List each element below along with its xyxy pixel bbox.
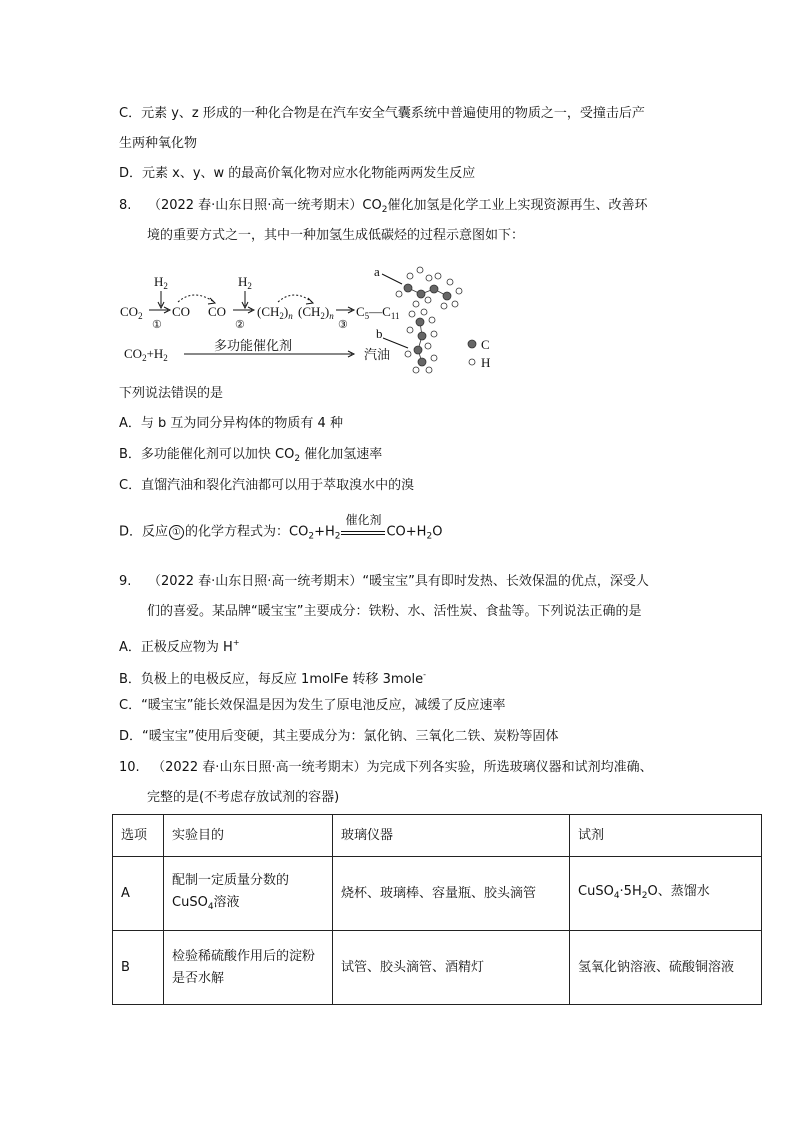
q8-stem-line1: 8. （2022 春·山东日照·高一统考期末）$CO_2$催化加氢是化学工业上实现资源再生、改善环 xyxy=(119,198,648,215)
step-2-label: ② xyxy=(235,319,245,331)
q8-stem-line2: 境的重要方式之一，其中一种加氢生成低碳烃的过程示意图如下： xyxy=(147,228,525,243)
ch2n-2: $(CH_2)_n$ xyxy=(298,304,334,321)
header-reagent: 试剂 xyxy=(570,815,762,857)
q8-question: 下列说法错误的是 xyxy=(119,386,224,401)
header-glassware: 玻璃仪器 xyxy=(333,815,570,857)
step-1-label: ① xyxy=(152,319,162,331)
step-3-label: ③ xyxy=(338,319,348,331)
co-2: CO xyxy=(208,304,227,319)
q8-source: （2022 春·山东日照·高一统考期末） xyxy=(147,198,363,213)
row-b-option: B xyxy=(113,931,164,1005)
header-purpose: 实验目的 xyxy=(164,815,333,857)
header-option: 选项 xyxy=(113,815,164,857)
row-b-purpose: 检验稀硫酸作用后的淀粉 是否水解 xyxy=(164,931,333,1005)
q9-option-c: C．“暖宝宝”能长效保温是因为发生了原电池反应，减缓了反应速率 xyxy=(119,698,506,713)
q10-stem-line2: 完整的是(不考虑存放试剂的容器) xyxy=(147,790,340,805)
q9-stem-line2: 们的喜爱。某品牌“暖宝宝”主要成分：铁粉、水、活性炭、食盐等。下列说法正确的是 xyxy=(147,604,642,619)
q10-number: 10. xyxy=(119,760,140,775)
table-row xyxy=(113,931,762,1005)
ch2n-1: $(CH_2)_n$ xyxy=(257,304,293,321)
catalyst-label: 多功能催化剂 xyxy=(214,339,293,354)
q8-option-a: A．与 b 互为同分异构体的物质有 4 种 xyxy=(119,416,343,431)
q8-number: 8. xyxy=(119,198,132,213)
c5-c11: $C_5—C_{11}$ xyxy=(356,304,400,321)
legend-hydrogen-dot xyxy=(469,359,475,365)
row-a-purpose: 配制一定质量分数的 CuSO$_4$溶液 xyxy=(164,857,333,931)
q8-option-d: D．反应 ① 的化学方程式为：$CO_2+H_2$ 催化剂 $CO+H_2O$ xyxy=(119,513,443,542)
molecule-b-model xyxy=(405,309,437,373)
row-b-glassware: 试管、胶头滴管、酒精灯 xyxy=(333,931,570,1005)
molecule-a-model xyxy=(396,267,462,309)
q7-option-c-cont: 生两种氧化物 xyxy=(119,136,198,151)
legend-carbon-dot xyxy=(468,340,476,348)
q7-option-d: D．元素 x、y、w 的最高价氧化物对应水化物能两两发生反应 xyxy=(119,166,476,181)
q9-number: 9. xyxy=(119,574,132,589)
label-a: a xyxy=(374,264,380,279)
q9-option-d: D．“暖宝宝”使用后变硬，其主要成分为：氯化钠、三氧化二铁、炭粉等固体 xyxy=(119,729,559,744)
legend-hydrogen-label: H xyxy=(481,355,491,370)
h2-label-2: $H_2$ xyxy=(238,274,252,291)
table-header-row xyxy=(113,815,762,857)
q9-option-b: B．负极上的电极反应，每反应 1molFe 转移 3mole- xyxy=(119,670,426,687)
gasoline-label: 汽油 xyxy=(364,348,391,363)
q7-option-c: C．元素 y、z 形成的一种化合物是在汽车安全气囊系统中普遍使用的物质之一，受撞击后产 xyxy=(119,106,645,121)
q10-stem-line1: 10. （2022 春·山东日照·高一统考期末）为完成下列各实验，所选玻璃仪器和试剂均准确、 xyxy=(119,760,653,775)
q10-options-table xyxy=(112,814,762,1005)
row-a-option: A xyxy=(113,857,164,931)
row-a-reagent: $CuSO_4\cdot 5H_2O$、蒸馏水 xyxy=(570,857,762,931)
q9-option-a: A．正极反应物为 H+ xyxy=(119,638,240,655)
label-b: b xyxy=(376,326,383,341)
co2-start: $CO_2$ xyxy=(120,304,143,321)
legend-carbon-label: C xyxy=(481,337,490,352)
row-a-glassware: 烧杯、玻璃棒、容量瓶、胶头滴管 xyxy=(333,857,570,931)
row-b-reagent: 氢氧化钠溶液、硫酸铜溶液 xyxy=(570,931,762,1005)
co-1: CO xyxy=(172,304,191,319)
q9-stem-line1: 9. （2022 春·山东日照·高一统考期末）“暖宝宝”具有即时发热、长效保温的优点，深受人 xyxy=(119,574,649,589)
co2-h2-start: $CO_2+H_2$ xyxy=(124,346,168,363)
q8-option-b: B．多功能催化剂可以加快 $CO_2$ 催化加氢速率 xyxy=(119,447,383,464)
reaction-diagram xyxy=(116,258,506,378)
catalyst-equals-sign: 催化剂 xyxy=(341,522,385,542)
table-row xyxy=(113,857,762,931)
h2-label-1: $H_2$ xyxy=(154,274,168,291)
q8-option-c: C．直馏汽油和裂化汽油都可以用于萃取溴水中的溴 xyxy=(119,478,415,493)
